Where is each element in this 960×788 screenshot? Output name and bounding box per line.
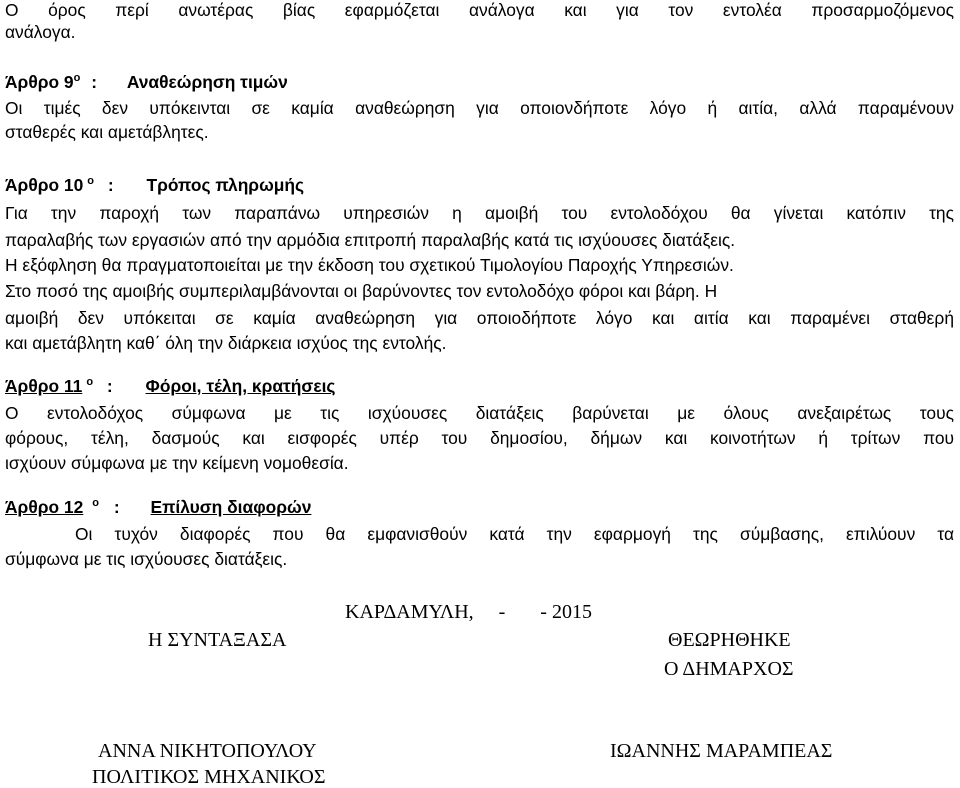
mayor-title: Ο ΔΗΜΑΡΧΟΣ	[664, 658, 794, 680]
composer-role: ΠΟΛΙΤΙΚΟΣ ΜΗΧΑΝΙΚΟΣ	[92, 766, 326, 788]
article-12-colon: :	[113, 497, 120, 517]
article-10-line-4: Στο ποσό της αμοιβής συμπεριλαμβάνονται οι βαρύνοντες τον εντολοδόχο φόροι και βάρη. Η	[5, 281, 718, 301]
article-12-heading	[5, 497, 311, 517]
article-10-heading	[5, 175, 304, 195]
article-9-label: Άρθρο 9	[5, 72, 74, 92]
intro-line-1: Ο όρος περί ανωτέρας βίας εφαρμόζεται ανάλογα και για τον εντολέα προσαρμοζόμενος	[5, 0, 954, 20]
article-9-title: Αναθεώρηση τιμών	[126, 72, 288, 92]
article-12-line-1: Οι τυχόν διαφορές που θα εμφανισθούν κατά την εφαρμογή της σύμβασης, επιλύουν τα	[75, 524, 954, 544]
article-9-colon: :	[91, 72, 97, 92]
article-10-sup: ο	[87, 175, 95, 187]
article-10-line-5: αμοιβή δεν υπόκειται σε καμία αναθεώρηση για οποιοδήποτε λόγο και αιτία και παραμένει σταθερή	[5, 308, 954, 328]
article-11-label: Άρθρο 11	[5, 376, 83, 396]
article-9-sup: ο	[73, 72, 81, 84]
intro-line-2: ανάλογα.	[5, 22, 76, 42]
place-date: ΚΑΡΔΑΜΥΛΗ, - - 2015	[345, 601, 592, 623]
article-10-line-1: Για την παροχή των παραπάνω υπηρεσιών η αμοιβή του εντολοδόχου θα γίνεται κατόπιν της	[5, 203, 954, 223]
composer-title: Η ΣΥΝΤΑΞΑΣΑ	[148, 629, 287, 651]
article-11-line-2: φόρους, τέλη, δασμούς και εισφορές υπέρ του δημοσίου, δήμων και κοινοτήτων ή τρίτων που	[5, 428, 954, 448]
composer-name: ΑΝΝΑ ΝΙΚΗΤΟΠΟΥΛΟΥ	[98, 740, 317, 762]
article-10-colon: :	[107, 175, 114, 195]
article-12-title: Επίλυση διαφορών	[150, 497, 312, 517]
mayor-name: ΙΩΑΝΝΗΣ ΜΑΡΑΜΠΕΑΣ	[610, 740, 833, 762]
approved-label: ΘΕΩΡΗΘΗΚΕ	[668, 629, 791, 651]
article-9-heading	[5, 72, 288, 92]
article-11-line-1: Ο εντολοδόχος σύμφωνα με τις ισχύουσες διατάξεις βαρύνεται με όλους ανεξαιρέτως τους	[5, 403, 954, 423]
article-11-colon: :	[106, 376, 113, 396]
article-10-title: Τρόπος πληρωμής	[146, 175, 305, 195]
article-9-line-2: σταθερές και αμετάβλητες.	[5, 122, 209, 142]
article-12-label: Άρθρο 12	[5, 497, 84, 517]
article-11-heading	[5, 376, 335, 396]
article-11-line-3: ισχύουν σύμφωνα με την κείμενη νομοθεσία.	[5, 453, 349, 473]
article-10-line-3: Η εξόφληση θα πραγματοποιείται με την έκδοση του σχετικού Τιμολογίου Παροχής Υπηρεσιών.	[5, 255, 734, 275]
article-10-line-2: παραλαβής των εργασιών από την αρμόδια επιτροπή παραλαβής κατά τις ισχύουσες διατάξεις.	[5, 230, 736, 250]
article-11-title: Φόροι, τέλη, κρατήσεις	[145, 376, 336, 396]
article-9-line-1: Οι τιμές δεν υπόκεινται σε καμία αναθεώρηση για οποιονδήποτε λόγο ή αιτία, αλλά παραμένουν	[5, 98, 954, 118]
article-12-sup: ο	[92, 497, 100, 509]
article-12-line-2: σύμφωνα με τις ισχύουσες διατάξεις.	[5, 549, 288, 569]
article-10-line-6: και αμετάβλητη καθ΄ όλη την διάρκεια ισχύος της εντολής.	[5, 333, 447, 353]
article-11-sup: ο	[86, 376, 94, 388]
article-10-label: Άρθρο 10	[5, 175, 84, 195]
